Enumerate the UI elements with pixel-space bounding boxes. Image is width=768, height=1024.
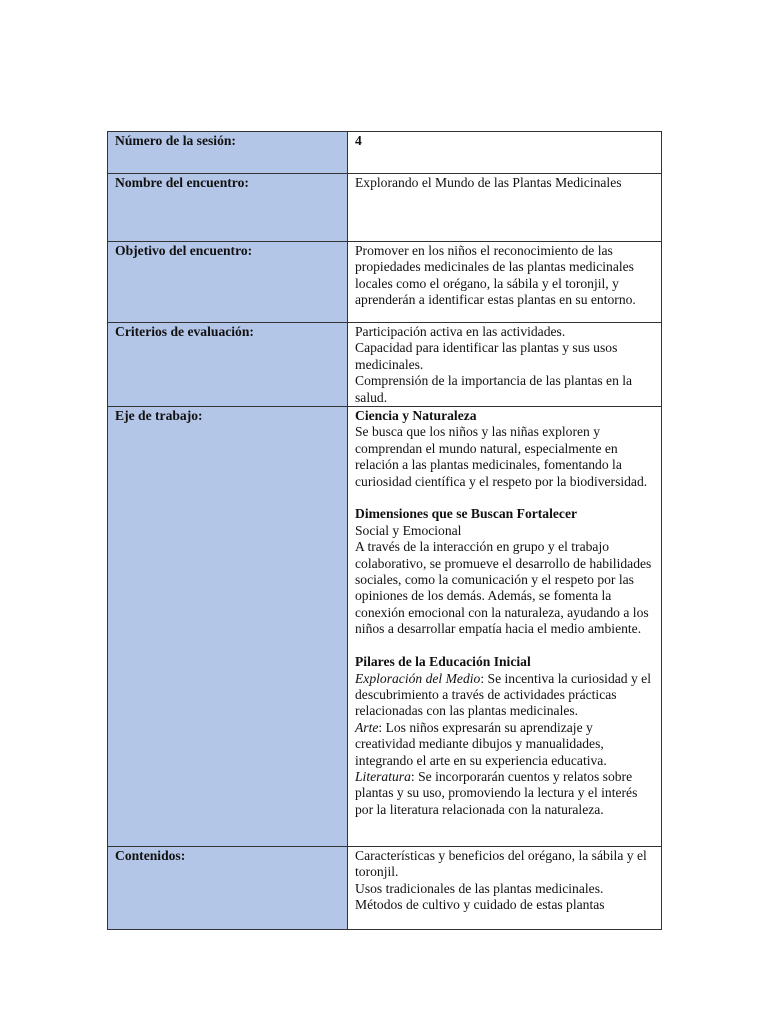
pillar-text: : Se incentiva la curiosidad y el descubrimiento a través de actividades prácticas relacionadas con las plantas medicinales. xyxy=(355,670,651,719)
table-row-work-axis xyxy=(108,407,662,847)
pillar-text: : Se incorporarán cuentos y relatos sobre plantas y su uso, promoviendo la lectura y el interés por la literatura relacionada con la naturaleza. xyxy=(355,768,638,817)
pillar-item xyxy=(355,671,654,720)
dimensions-subtitle: Social y Emocional xyxy=(355,522,462,538)
objective-label: Objetivo del encuentro: xyxy=(108,242,348,323)
session-name-value: Explorando el Mundo de las Plantas Medicinales xyxy=(348,174,662,242)
table-row-session-number xyxy=(108,132,662,174)
criteria-value xyxy=(348,323,662,407)
session-number-value: 4 xyxy=(348,132,662,174)
dimensions-title: Dimensiones que se Buscan Fortalecer xyxy=(355,506,578,522)
work-axis-title: Ciencia y Naturaleza xyxy=(355,408,477,424)
pillar-name: Exploración del Medio xyxy=(355,670,481,686)
spacer xyxy=(355,638,654,654)
spacer xyxy=(355,490,654,506)
table-row-criteria xyxy=(108,323,662,407)
contents-item: Métodos de cultivo y cuidado de estas plantas xyxy=(355,897,605,913)
contents-label: Contenidos: xyxy=(108,847,348,930)
pillar-item xyxy=(355,769,654,818)
session-name-label: Nombre del encuentro: xyxy=(108,174,348,242)
work-axis-text: Se busca que los niños y las niñas exploren y comprendan el mundo natural, especialmente en relación a las plantas medicinales, fomentando la curiosidad científica y el respeto por la biodiversidad. xyxy=(355,424,648,489)
pillars-title: Pilares de la Educación Inicial xyxy=(355,654,531,670)
session-table xyxy=(107,131,662,930)
contents-item: Usos tradicionales de las plantas medicinales. xyxy=(355,880,604,896)
work-axis-label: Eje de trabajo: xyxy=(108,407,348,847)
criteria-item: Comprensión de la importancia de las plantas en la salud. xyxy=(355,373,633,405)
pillar-text: : Los niños expresarán su aprendizaje y creatividad mediante dibujos y manualidades, integrando el arte en su experiencia educativa. xyxy=(355,719,607,768)
table-row-session-name xyxy=(108,174,662,242)
criteria-item: Participación activa en las actividades. xyxy=(355,324,566,339)
work-axis-value xyxy=(348,407,662,847)
pillar-name: Arte xyxy=(355,719,379,735)
objective-value: Promover en los niños el reconocimiento de las propiedades medicinales de las plantas medicinales locales como el orégano, la sábila y el toronjil, y aprenderán a identificar estas plantas en su entorno. xyxy=(348,242,662,323)
criteria-label: Criterios de evaluación: xyxy=(108,323,348,407)
pillar-name: Literatura xyxy=(355,768,411,784)
dimensions-text: A través de la interacción en grupo y el trabajo colaborativo, se promueve el desarrollo de habilidades sociales, como la comunicación y el respeto por las opiniones de los demás. Además, se fomenta la conexión emocional con la naturaleza, ayudando a los niños a desarrollar empatía hacia el medio ambiente. xyxy=(355,539,652,637)
contents-item: Características y beneficios del orégano, la sábila y el toronjil. xyxy=(355,848,647,880)
pillar-item xyxy=(355,720,654,769)
session-number-label: Número de la sesión: xyxy=(108,132,348,174)
table-row-objective xyxy=(108,242,662,323)
criteria-item: Capacidad para identificar las plantas y sus usos medicinales. xyxy=(355,340,618,372)
table-row-contents xyxy=(108,847,662,930)
contents-value xyxy=(348,847,662,930)
